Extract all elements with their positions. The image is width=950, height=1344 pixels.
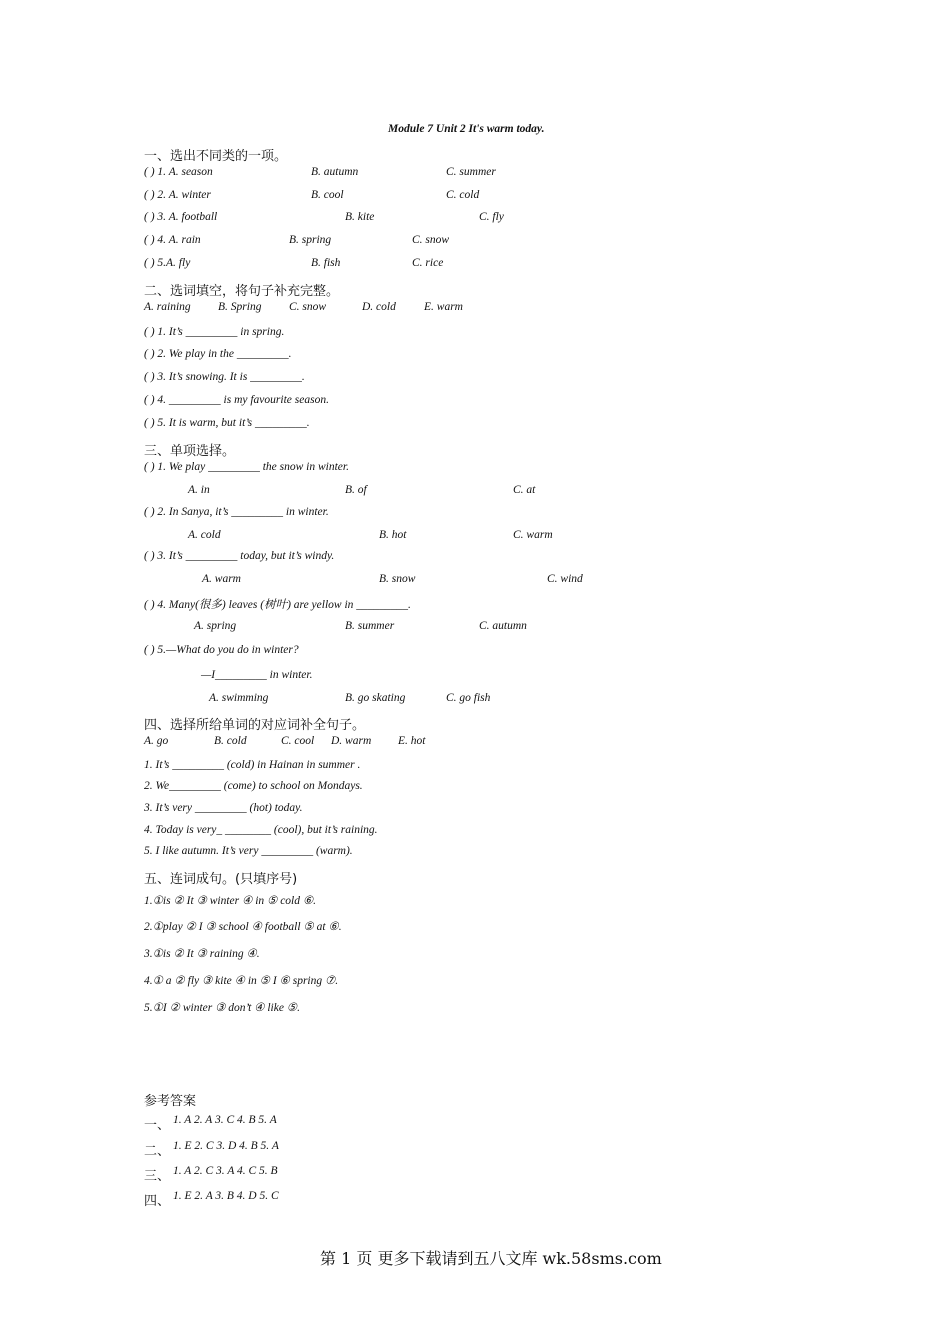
s1-q3-option-b: B. kite bbox=[345, 211, 375, 223]
answer-1-label: 一、 bbox=[144, 1118, 171, 1133]
s3-q2-option-a: A. cold bbox=[188, 529, 221, 541]
answer-4-values: 1. E 2. A 3. B 4. D 5. C bbox=[173, 1190, 279, 1202]
s2-q1: ( ) 1. It’s _________ in spring. bbox=[144, 326, 285, 338]
s1-q2: ( ) 2. A. winter bbox=[144, 189, 211, 201]
answer-2-values: 1. E 2. C 3. D 4. B 5. A bbox=[173, 1140, 279, 1152]
s3-q3: ( ) 3. It’s _________ today, but it’s windy. bbox=[144, 550, 335, 562]
s5-q2: 2.①play ② I ③ school ④ football ⑤ at ⑥. bbox=[144, 921, 342, 933]
answer-2-label: 二、 bbox=[144, 1144, 171, 1159]
s3-q1: ( ) 1. We play _________ the snow in winter. bbox=[144, 461, 349, 473]
s4-q1: 1. It’s _________ (cold) in Hainan in summer . bbox=[144, 759, 361, 771]
s4-q3: 3. It’s very _________ (hot) today. bbox=[144, 802, 303, 814]
s1-q1: ( ) 1. A. season bbox=[144, 166, 213, 178]
s2-option-c: C. snow bbox=[289, 301, 327, 313]
answer-3-label: 三、 bbox=[144, 1169, 171, 1184]
s3-q1-option-b: B. of bbox=[345, 484, 367, 496]
s1-q3-option-c: C. fly bbox=[479, 211, 504, 223]
section-2-heading: 二、选词填空，将句子补充完整。 bbox=[144, 284, 340, 299]
section-4-heading: 四、选择所给单词的对应词补全句子。 bbox=[144, 718, 366, 733]
s3-q5-option-c: C. go fish bbox=[446, 692, 491, 704]
s3-q3-option-a: A. warm bbox=[202, 573, 241, 585]
s3-q2-option-b: B. hot bbox=[379, 529, 407, 541]
s5-q1: 1.①is ② It ③ winter ④ in ⑤ cold ⑥. bbox=[144, 895, 317, 907]
s3-q1-option-a: A. in bbox=[188, 484, 210, 496]
answer-1-values: 1. A 2. A 3. C 4. B 5. A bbox=[173, 1114, 277, 1126]
s4-option-a: A. go bbox=[144, 735, 169, 747]
s4-q5: 5. I like autumn. It’s very _________ (warm). bbox=[144, 845, 353, 857]
s3-q4-option-a: A. spring bbox=[194, 620, 237, 632]
s1-q4-option-b: B. spring bbox=[289, 234, 332, 246]
s4-q4: 4. Today is very_ ________ (cool), but it’s raining. bbox=[144, 824, 378, 836]
s2-option-e: E. warm bbox=[424, 301, 463, 313]
page-title: Module 7 Unit 2 It's warm today. bbox=[388, 123, 545, 135]
s2-option-d: D. cold bbox=[362, 301, 396, 313]
s2-q2: ( ) 2. We play in the _________. bbox=[144, 348, 292, 360]
s4-option-b: B. cold bbox=[214, 735, 247, 747]
section-3-heading: 三、单项选择。 bbox=[144, 444, 236, 459]
s2-option-b: B. Spring bbox=[218, 301, 262, 313]
answer-key-heading: 参考答案 bbox=[144, 1094, 197, 1109]
s1-q3: ( ) 3. A. football bbox=[144, 211, 218, 223]
s3-q2-option-c: C. warm bbox=[513, 529, 553, 541]
s3-q4-option-b: B. summer bbox=[345, 620, 395, 632]
s2-option-a: A. raining bbox=[144, 301, 191, 313]
s5-q4: 4.① a ② fly ③ kite ④ in ⑤ I ⑥ spring ⑦. bbox=[144, 975, 339, 987]
s2-q5: ( ) 5. It is warm, but it’s _________. bbox=[144, 417, 310, 429]
s1-q2-option-c: C. cold bbox=[446, 189, 480, 201]
s1-q5: ( ) 5.A. fly bbox=[144, 257, 191, 269]
s1-q5-option-b: B. fish bbox=[311, 257, 341, 269]
s1-q2-option-b: B. cool bbox=[311, 189, 344, 201]
s3-q3-option-c: C. wind bbox=[547, 573, 583, 585]
s3-q3-option-b: B. snow bbox=[379, 573, 416, 585]
section-5-heading: 五、连词成句。(只填序号) bbox=[144, 872, 298, 887]
answer-3-values: 1. A 2. C 3. A 4. C 5. B bbox=[173, 1165, 278, 1177]
s3-q5: ( ) 5.—What do you do in winter? bbox=[144, 644, 299, 656]
s1-q1-option-c: C. summer bbox=[446, 166, 496, 178]
s2-q3: ( ) 3. It’s snowing. It is _________. bbox=[144, 371, 305, 383]
section-1-heading: 一、选出不同类的一项。 bbox=[144, 149, 288, 164]
s4-q2: 2. We_________ (come) to school on Mondays. bbox=[144, 780, 363, 792]
s3-q5-answer-line: —I_________ in winter. bbox=[201, 669, 313, 681]
answer-4-label: 四、 bbox=[144, 1194, 171, 1209]
s2-q4: ( ) 4. _________ is my favourite season. bbox=[144, 394, 329, 406]
page-footer: 第 1 页 更多下载请到五八文库 wk.58sms.com bbox=[320, 1249, 662, 1268]
s3-q5-option-a: A. swimming bbox=[209, 692, 269, 704]
s3-q5-option-b: B. go skating bbox=[345, 692, 406, 704]
s1-q4-option-c: C. snow bbox=[412, 234, 450, 246]
s4-option-d: D. warm bbox=[331, 735, 372, 747]
s3-q1-option-c: C. at bbox=[513, 484, 536, 496]
s1-q1-option-b: B. autumn bbox=[311, 166, 359, 178]
s3-q4: ( ) 4. Many(很多) leaves (树叶) are yellow in _________. bbox=[144, 599, 411, 611]
s5-q3: 3.①is ② It ③ raining ④. bbox=[144, 948, 260, 960]
s5-q5: 5.①I ② winter ③ don’t ④ like ⑤. bbox=[144, 1002, 300, 1014]
s4-option-e: E. hot bbox=[398, 735, 426, 747]
s3-q2: ( ) 2. In Sanya, it’s _________ in winter. bbox=[144, 506, 329, 518]
s4-option-c: C. cool bbox=[281, 735, 315, 747]
s1-q4: ( ) 4. A. rain bbox=[144, 234, 201, 246]
s3-q4-option-c: C. autumn bbox=[479, 620, 527, 632]
s1-q5-option-c: C. rice bbox=[412, 257, 444, 269]
